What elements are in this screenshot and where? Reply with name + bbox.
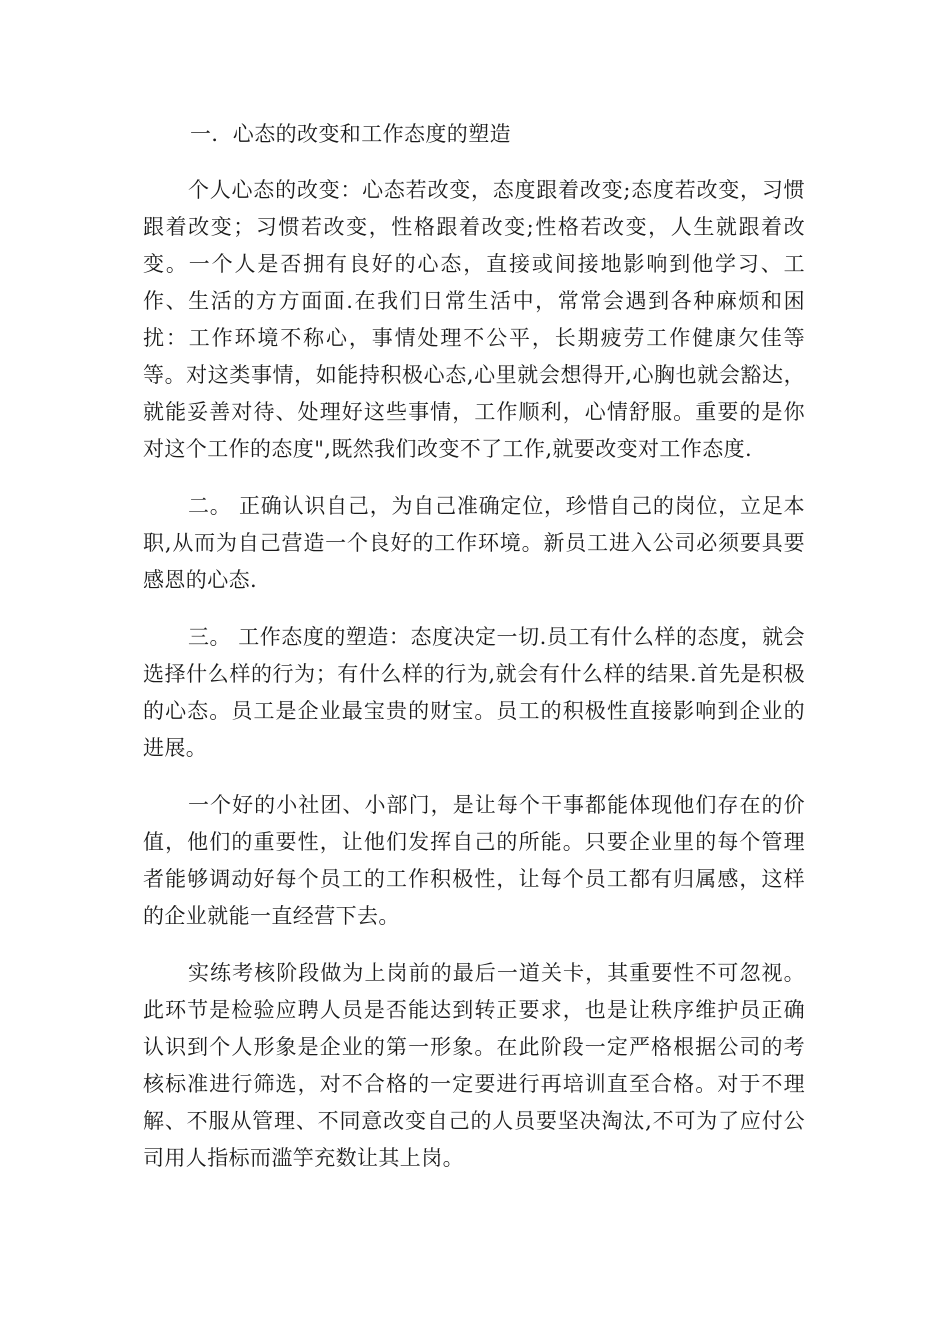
section-heading: 一．心态的改变和工作态度的塑造 [190,122,511,146]
paragraph-self-awareness: 二。 正确认识自己，为自己准确定位，珍惜自己的岗位，立足本职,从而为自己营造一个良好的工作环境。新员工进入公司必须要具要感恩的心态. [143,494,805,592]
paragraph-team-value: 一个好的小社团、小部门，是让每个干事都能体现他们存在的价值，他们的重要性，让他们发挥自己的所能。只要企业里的每个管理者能够调动好每个员工的工作积极性，让每个员工都有归属感，这样的企业就能一直经营下去。 [143,793,805,928]
document-page [143,116,805,1197]
paragraph-mindset-change: 个人心态的改变：心态若改变，态度跟着改变;态度若改变，习惯跟着改变；习惯若改变，性格跟着改变;性格若改变，人生就跟着改变。一个人是否拥有良好的心态，直接或间接地影响到他学习、工作、生活的方方面面.在我们日常生活中，常常会遇到各种麻烦和困扰：工作环境不称心，事情处理不公平，长期疲劳工作健康欠佳等等。对这类事情，如能持积极心态,心里就会想得开,心胸也就会豁达，就能妥善对待、处理好这些事情，工作顺利，心情舒服。重要的是你对这个工作的态度",既然我们改变不了工作,就要改变对工作态度. [143,178,805,461]
paragraph-attitude-shaping: 三。 工作态度的塑造：态度决定一切.员工有什么样的态度，就会选择什么样的行为；有什么样的行为,就会有什么样的结果.首先是积极的心态。员工是企业最宝贵的财宝。员工的积极性直接影响到企业的进展。 [143,625,805,760]
paragraph-assessment-stage: 实练考核阶段做为上岗前的最后一道关卡，其重要性不可忽视。此环节是检验应聘人员是否能达到转正要求，也是让秩序维护员正确认识到个人形象是企业的第一形象。在此阶段一定严格根据公司的考核标准进行筛选，对不合格的一定要进行再培训直至合格。对于不理解、不服从管理、不同意改变自己的人员要坚决淘汰,不可为了应付公司用人指标而滥竽充数让其上岗。 [143,961,805,1170]
